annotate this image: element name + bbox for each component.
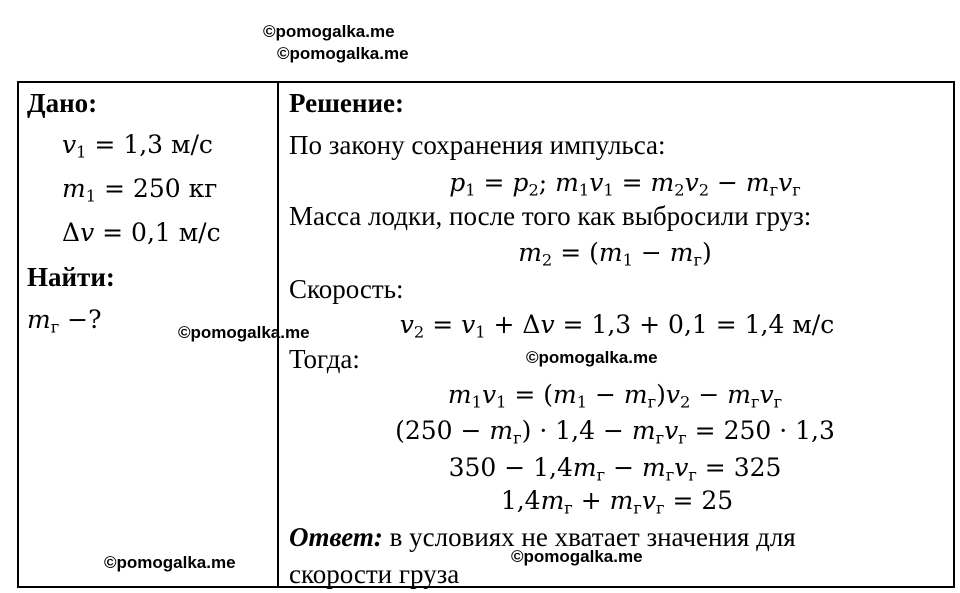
equation-substituted: $m_1v_1 = (m_1 - m_г)v_2 - m_гv_г$ [447,380,783,412]
equation-expanded: $350 - 1,4m_г - m_гv_г = 325$ [448,453,782,485]
watermark: ©pomogalka.me [178,323,310,342]
watermark: ©pomogalka.me [104,553,236,572]
given-heading: Дано: [27,88,98,118]
solution-text-1: По закону сохранения импульса: [289,130,666,160]
answer-label: Ответ: [289,522,383,552]
answer-line-2: скорости груза [289,559,460,589]
equation-momentum: $p_1 = p_2$; $m_1v_1 = m_2v_2 - m_гv_г$ [449,168,801,200]
equation-speed: $v_2 = v_1 + \Delta v = 1,3 + 0,1 = 1,4$ м/с [399,310,835,342]
solution-text-2: Масса лодки, после того как выбросили груз: [289,201,812,231]
given-m1: $m_1 = 250$ кг [62,174,218,206]
watermark: ©pomogalka.me [263,22,395,41]
solution-text-3: Скорость: [289,274,404,304]
watermark: ©pomogalka.me [526,348,658,367]
watermark: ©pomogalka.me [511,547,643,566]
find-item: $m_г$ −? [27,305,102,337]
given-dv: Δv = 0,1 м/с [62,218,221,247]
answer-text: в условиях не хватает значения для [382,522,796,552]
given-v1: $v_1 = 1,3$ м/с [62,130,213,162]
equation-numeric: $(250 - m_г) \cdot 1,4 - m_гv_г = 250 \cdot 1,3$ [395,416,835,448]
solution-text-4: Тогда: [289,344,360,374]
solution-heading: Решение: [289,88,404,118]
equation-boat-mass: $m_2 = (m_1 - m_г)$ [518,238,712,270]
watermark: ©pomogalka.me [277,44,409,63]
find-heading: Найти: [27,262,115,292]
equation-final: $1,4m_г + m_гv_г = 25$ [500,486,734,518]
